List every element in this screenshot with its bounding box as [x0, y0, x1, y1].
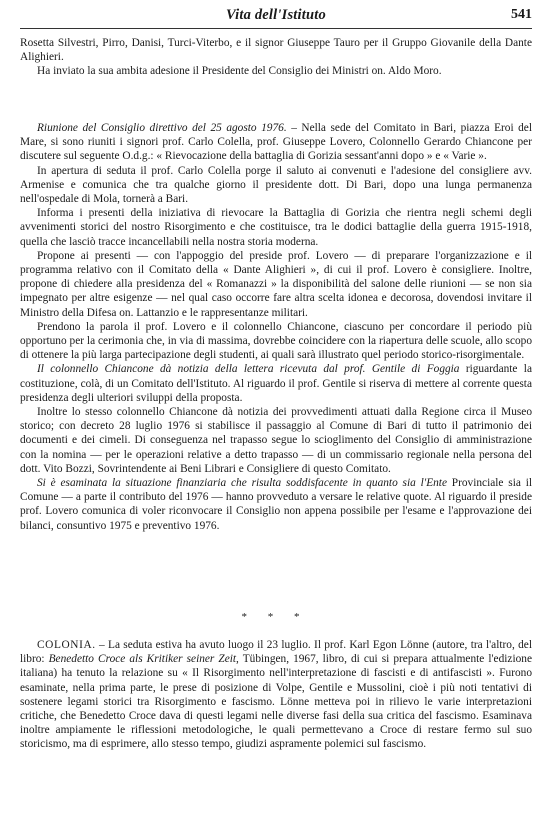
header-rule — [20, 28, 532, 29]
colonia-text-a: – La seduta estiva ha avuto luogo il 23 luglio. Il prof. Karl Egon Lönne (autore, tra l'altro, del libro: — [20, 639, 532, 666]
paragraph-gorizia: Informa i presenti della iniziativa di rievocare la Battaglia di Gorizia che rientra negli schemi degli avvenimenti storici del nostro Risorgimento e che costituisce, tra le dodici battaglie della guerra 1915-1918, quella che lasciò tracce incancellabili nella nostra storia moderna. — [20, 207, 532, 248]
paragraph-attendees: Rosetta Silvestri, Pirro, Danisi, Turci-Viterbo, e il signor Giuseppe Tauro per il Gruppo Giovanile della Dante Alighieri. — [20, 37, 532, 64]
text-block-top — [20, 36, 532, 79]
running-header — [20, 6, 532, 30]
finances-text: Provinciale sia il Comune — a parte il contributo del 1976 — hanno provveduto a versare le relative quote. Al riguardo il preside prof. Lovero comunica di voler riconvocare il Consiglio non appena possibile per l'esame e l'approvazione dei bilanci, consuntivo 1975 e preventivo 1976. — [20, 477, 533, 532]
colonia-text-b: , Tübingen, 1967, libro, di cui si prepara attualmente l'edizione italiana) ha tenuto la relazione su « Il Risorgimento nell'interpretazione di fascisti e di antifascisti ». Furono esaminate, nella prima parte, le prese di posizione di Volpe, Gentile e Mussolini, cioè i più noti tentativi di sostenere legami storici tra Risorgimento e fascismo. Lönne metteva poi in rilievo le varie interpretazioni critiche, che Benedetto Croce dava di questi legami nelle diverse fasi della sua critica del fascismo. Esaminava inoltre ampiamente le riflessioni metodologiche, le quali permettevano a Croce di restare fermo sul suo storicismo, ma di esprimere, allo stesso tempo, giudizi aspramente polemici sul fascismo. — [20, 653, 532, 751]
paragraph-foggia — [20, 362, 532, 405]
paragraph-museum: Inoltre lo stesso colonnello Chiancone dà notizia dei provvedimenti attuati dalla Regione circa il Museo storico; con decreto 28 luglio 1976 si stabilisce il passaggio al Comune di Bari di tutto il patrimonio dei documenti e dei cimeli. Di conseguenza nel trapasso segue lo scioglimento del Consiglio di amministrazione con la nomina — per le operazioni relative a detto trapasso — di un commissario regionale nella persona del dott. Vito Bozzi, Sovrintendente ai Beni Librari e Consigliere di questo Comitato. — [20, 406, 532, 475]
paragraph-proposal: Propone ai presenti — con l'appoggio del preside prof. Lovero — di preparare l'organizzazione e il programma relativo con il Comitato della « Dante Alighieri », di cui il prof. Lovero è consigliere. Inoltre, propone di chiedere alla presidenza del « Romanazzi » la disponibilità del salone delle riunioni — se non sia impegnato per altre esigenze — nel qual caso occorre fare altra scelta idonea e decorosa, dovendosi invitare il Ministro della Difesa on. Lattanzio e le rappresentanze militari. — [20, 249, 532, 319]
paragraph-finances — [20, 476, 532, 533]
finances-lead: Si è esaminata la situazione finanziaria che risulta soddisfacente in quanto sia l'Ente — [37, 477, 447, 490]
book-title: Benedetto Croce als Kritiker seiner Zeit — [48, 653, 237, 666]
page-number: 541 — [511, 7, 532, 22]
section-title: Vita dell'Istituto — [226, 7, 326, 23]
colonia-lead: COLONIA. — [37, 639, 96, 651]
section-separator: * * * — [241, 611, 309, 623]
paragraph-discussion: Prendono la parola il prof. Lovero e il colonnello Chiancone, ciascuno per concordare il periodo più opportuno per la cerimonia che, in via di massima, dovrebbe coincidere con la riapertura delle scuole, allo scopo di ottenere la più larga partecipazione degli studenti, ai quali sarà illustrato quel periodo storico-risorgimentale. — [20, 320, 532, 362]
text-block-bari — [20, 121, 532, 533]
paragraph-moro-adhesion: Ha inviato la sua ambita adesione il Presidente del Consiglio dei Ministri on. Aldo Moro. — [37, 65, 442, 78]
foggia-lead: Il colonnello Chiancone dà notizia della lettera ricevuta dal prof. Gentile di Foggia — [37, 363, 460, 376]
meeting-text: – Nella sede del Comitato in Bari, piazza Eroi del Mare, si sono riuniti i signori prof. Carlo Colella, prof. Giuseppe Lovero, Colonnello Gerardo Chiancone per discutere sul seguente O.d.g.: « Rievocazione della battaglia di Gorizia sessant'anni dopo » e « Varie ». — [20, 122, 532, 163]
foggia-text: riguardante la costituzione, colà, di un Comitato dell'Istituto. Al riguardo il prof. Gentile si riserva di mettere al corrente questa presidenza degli ulteriori sviluppi della proposta. — [20, 363, 532, 404]
text-block-colonia — [20, 638, 532, 752]
paragraph-opening: In apertura di seduta il prof. Carlo Colella porge il saluto ai convenuti e l'adesione del consigliere avv. Armenise e comunica che tra qualche giorno il presidente dott. Di Bari, dopo una lunga permanenza nell'ospedale di Mola, tornerà a Bari. — [20, 164, 532, 206]
meeting-heading: Riunione del Consiglio direttivo del 25 agosto 1976. — [37, 122, 287, 134]
paragraph-colonia — [20, 638, 532, 752]
paragraph-meeting-bari — [20, 121, 532, 164]
